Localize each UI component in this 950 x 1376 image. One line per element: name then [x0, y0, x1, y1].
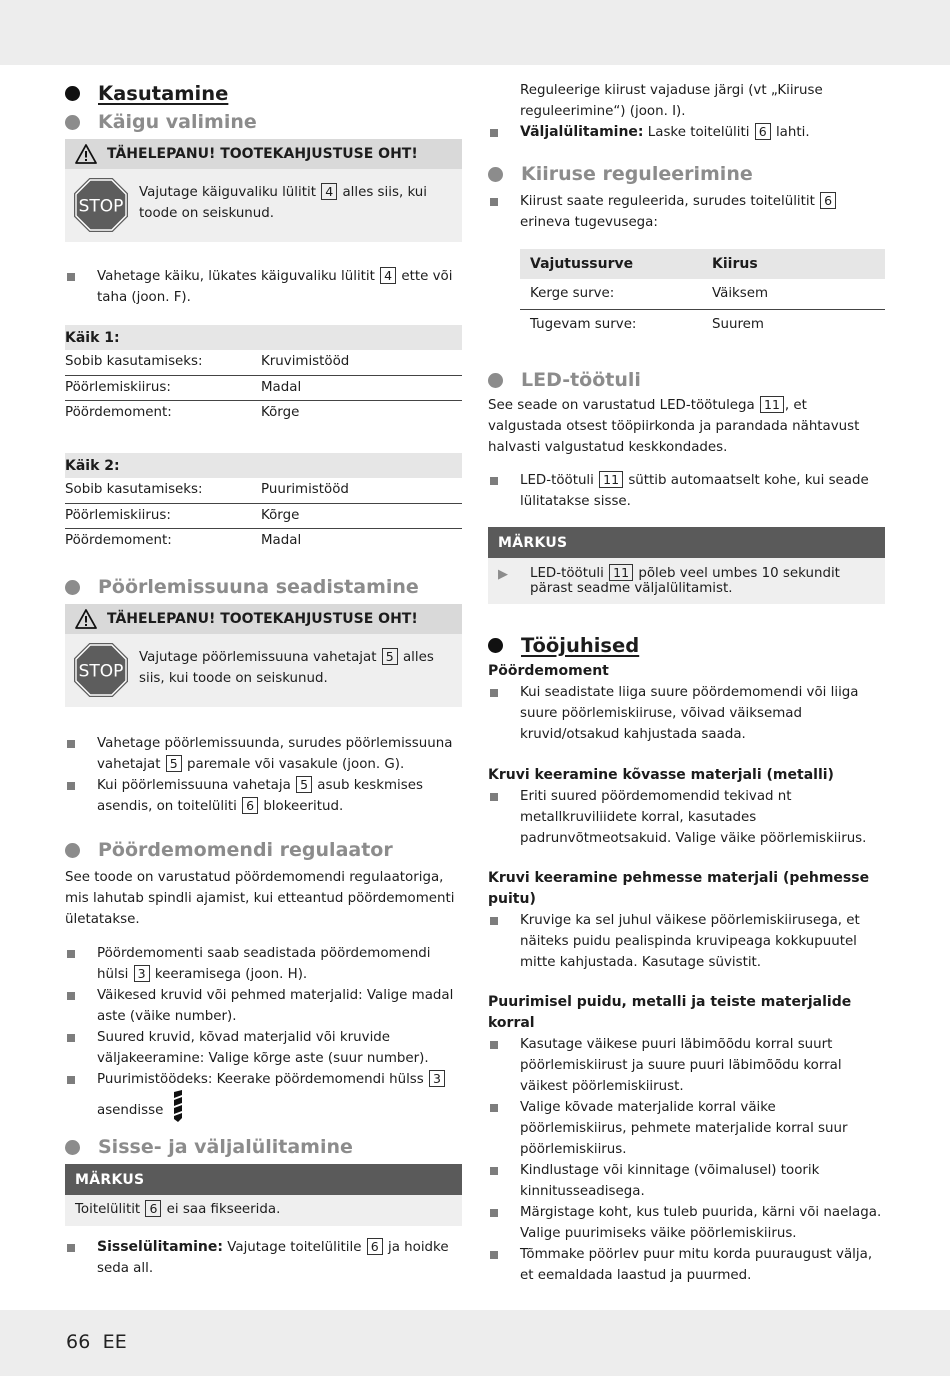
square-bullet-icon: [488, 1034, 520, 1097]
list-item: LED-töötuli 11 süttib automaatselt kohe, kui seade lülitatakse sisse.: [488, 470, 885, 512]
bullet-dot-icon: [488, 167, 503, 182]
speed-table: [520, 249, 885, 339]
table-row: Sobib kasutamiseks: Puurimistööd: [65, 478, 462, 503]
square-bullet-icon: [488, 191, 520, 233]
bullet-dot-icon: [65, 115, 80, 130]
warning-header: TÄHELEPANU! TOOTEKAHJUSTUSE OHT!: [65, 604, 462, 634]
subheading: Kruvi keeramine kõvasse materjali (metalli): [488, 767, 834, 783]
arrow-right-icon: ▶: [498, 567, 508, 582]
led-paragraph: See seade on varustatud LED-töötulega 11 , et valgustada otsest tööpiirkonda ja parandada nähtavust halvasti valgustatud keskkondades.: [488, 397, 860, 455]
bullet-dot-icon: [488, 638, 503, 653]
section-heading-gear: Käigu valimine: [65, 111, 462, 133]
note-header: MÄRKUS: [65, 1164, 462, 1195]
note-box: [488, 527, 885, 604]
svg-text:STOP: STOP: [78, 661, 124, 682]
subheading: Puurimisel puidu, metalli ja teiste materjalide korral: [488, 994, 852, 1031]
bullet-dot-icon: [65, 580, 80, 595]
list-item: Kasutage väikese puuri läbimõõdu korral suurt pöörlemiskiirust ja suure puuri läbimõõdu korral väikest pöörlemiskiirust.: [488, 1034, 885, 1097]
ref-box: 6: [755, 123, 771, 140]
ref-box: 6: [145, 1200, 161, 1217]
square-bullet-icon: [488, 1160, 520, 1202]
warning-triangle-icon: [75, 609, 97, 629]
bullet-list: [488, 1034, 885, 1286]
gear1-title: Käik 1:: [65, 325, 462, 350]
bullet-list: [488, 910, 885, 973]
bullet-dot-icon: [65, 843, 80, 858]
section-heading-torque: Pöördemomendi regulaator: [65, 839, 462, 861]
subheading: Kruvi keeramine pehmesse materjali (pehmesse puitu): [488, 870, 870, 907]
square-bullet-icon: [65, 1237, 97, 1279]
list-item: Tõmmake pöörlev puur mitu korda puuraugust välja, et eemaldada laastud ja puurmed.: [488, 1244, 885, 1286]
bullet-list: [65, 943, 462, 1122]
list-item: Vahetage käiku, lükates käiguvaliku lülitit 4 ette või taha (joon. F).: [65, 266, 462, 308]
ref-box: 4: [380, 267, 396, 284]
list-item: Valige kõvade materjalide korral väike pöörlemiskiirus, pehmete materjalide korral suur pöörlemiskiirus.: [488, 1097, 885, 1160]
square-bullet-icon: [65, 1027, 97, 1069]
square-bullet-icon: [488, 786, 520, 849]
ref-box: 11: [599, 471, 623, 488]
ref-box: 4: [321, 183, 337, 200]
note-header: MÄRKUS: [488, 527, 885, 558]
list-item: Sisselülitamine: Vajutage toitelülitile 6 ja hoidke seda all.: [65, 1237, 462, 1279]
square-bullet-icon: [65, 733, 97, 775]
section-heading-kasutamine: Kasutamine: [65, 82, 462, 105]
list-item: Väljalülitamine: Laske toitelüliti 6 lahti.: [488, 122, 885, 143]
section-heading-led: LED-töötuli: [488, 369, 885, 391]
table-row: Pöördemoment: Kõrge: [65, 404, 300, 420]
note-box: [65, 1164, 462, 1226]
bullet-list: [65, 1237, 462, 1279]
list-item: Märgistage koht, kus tuleb puurida, kärni või naelaga. Valige puurimiseks väike pöörlemiskiirus.: [488, 1202, 885, 1244]
warning-text: Vajutage pöörlemissuuna vahetajat 5 alles siis, kui toode on seiskunud.: [139, 649, 434, 686]
note-body: Toitelülitit 6 ei saa fikseerida.: [65, 1195, 462, 1226]
bullet-list: [488, 470, 885, 512]
section-heading-speed: Kiiruse reguleerimine: [488, 163, 885, 185]
square-bullet-icon: [488, 682, 520, 745]
warning-header: TÄHELEPANU! TOOTEKAHJUSTUSE OHT!: [65, 139, 462, 169]
square-bullet-icon: [65, 775, 97, 817]
square-bullet-icon: [488, 910, 520, 973]
list-item: Kui seadistate liiga suure pöördemomendi või liiga suure pöörlemiskiiruse, võivad väiksemad kruvid/otsakud kahjustada saada.: [488, 682, 885, 745]
ref-box: 3: [429, 1070, 445, 1087]
table-row: Pöörlemiskiirus: Madal: [65, 375, 462, 400]
warning-body: [65, 169, 462, 242]
gear2-table: [65, 453, 462, 553]
ref-box: 11: [609, 564, 633, 581]
square-bullet-icon: [65, 1069, 97, 1122]
page-number: 66: [66, 1331, 91, 1353]
page-footer: [66, 1331, 139, 1353]
top-band: [0, 0, 950, 65]
bullet-list: [488, 682, 885, 745]
table-row: Sobib kasutamiseks: Kruvimistööd: [65, 350, 462, 375]
warning-text: Vajutage käiguvaliku lülitit 4 alles siis, kui toode on seiskunud.: [139, 184, 428, 221]
ref-box: 5: [296, 776, 312, 793]
gear2-title: Käik 2:: [65, 453, 462, 478]
continued-paragraph: Reguleerige kiirust vajaduse järgi (vt „Kiiruse reguleerimine“) (joon. I).: [520, 83, 823, 119]
language-code: EE: [102, 1331, 127, 1353]
list-item: Vahetage pöörlemissuunda, surudes pöörlemissuuna vahetajat 5 paremale või vasakule (joon. G).: [65, 733, 462, 775]
square-bullet-icon: [65, 985, 97, 1027]
warning-box: [65, 604, 462, 707]
subheading: Pöördemoment: [488, 663, 609, 679]
warning-triangle-icon: [75, 144, 97, 164]
speed-table-wrap: [488, 249, 885, 339]
square-bullet-icon: [488, 1244, 520, 1286]
bullet-dot-icon: [488, 373, 503, 388]
ref-box: 5: [166, 755, 182, 772]
warning-body: [65, 634, 462, 707]
square-bullet-icon: [65, 266, 97, 308]
ref-box: 5: [382, 648, 398, 665]
drill-bit-icon: [171, 1090, 185, 1122]
bullet-list: [65, 733, 462, 817]
bullet-list: [65, 266, 462, 308]
bottom-band: [0, 1310, 950, 1376]
stop-sign-icon: [73, 177, 129, 233]
bullet-dot-icon: [65, 1140, 80, 1155]
square-bullet-icon: [488, 1202, 520, 1244]
list-item: Kindlustage või kinnitage (võimalusel) toorik kinnitusseadisega.: [488, 1160, 885, 1202]
left-column: [65, 78, 462, 1279]
list-item: Väikesed kruvid või pehmed materjalid: Valige madal aste (väike number).: [65, 985, 462, 1027]
torque-paragraph: See toode on varustatud pöördemomendi regulaatoriga, mis lahutab spindli ajamist, kui etteantud pöördemomenti ületatakse.: [65, 870, 455, 927]
bullet-list: [488, 191, 885, 233]
section-heading-direction: Pöörlemissuuna seadistamine: [65, 576, 462, 598]
gear1-table: [65, 325, 462, 425]
ref-box: 6: [820, 192, 836, 209]
note-body: ▶ LED-töötuli 11 põleb veel umbes 10 sekundit pärast seadme väljalülitamist.: [488, 558, 885, 604]
ref-box: 3: [134, 965, 150, 982]
section-heading-switch: Sisse- ja väljalülitamine: [65, 1136, 462, 1158]
bullet-list: [488, 786, 885, 849]
list-item: Suured kruvid, kõvad materjalid või kruvide väljakeeramine: Valige kõrge aste (suur number).: [65, 1027, 462, 1069]
table-row: Tugevam surve: Suurem: [530, 316, 764, 332]
right-column: [488, 80, 885, 1286]
table-row: Pöörlemiskiirus: Kõrge: [65, 503, 462, 528]
svg-text:STOP: STOP: [78, 196, 124, 217]
list-item: Kiirust saate reguleerida, surudes toitelülitit 6 erineva tugevusega:: [488, 191, 885, 233]
square-bullet-icon: [488, 1097, 520, 1160]
table-header-row: Vajutussurve Kiirus: [520, 249, 885, 279]
warning-box: [65, 139, 462, 242]
table-row: Pöördemoment: Madal: [65, 532, 302, 548]
bullet-dot-icon: [65, 86, 80, 101]
ref-box: 6: [367, 1238, 383, 1255]
list-item: Pöördemomenti saab seadistada pöördemomendi hülsi 3 keeramisega (joon. H).: [65, 943, 462, 985]
table-row: Kerge surve: Väiksem: [520, 279, 885, 309]
list-item: Kui pöörlemissuuna vahetaja 5 asub keskmises asendis, on toitelüliti 6 blokeeritud.: [65, 775, 462, 817]
ref-box: 11: [760, 396, 784, 413]
ref-box: 6: [242, 797, 258, 814]
stop-sign-icon: [73, 642, 129, 698]
square-bullet-icon: [488, 122, 520, 143]
square-bullet-icon: [488, 470, 520, 512]
list-item: Puurimistöödeks: Keerake pöördemomendi hülss 3 asendisse: [65, 1069, 462, 1122]
section-heading-instructions: Tööjuhised: [488, 634, 885, 657]
list-item: Kruvige ka sel juhul väikese pöörlemiskiirusega, et näiteks puidu pealispinda kruvipeaga kokkupuutel mitte kahjustada. Kasutage süvistit.: [488, 910, 885, 973]
list-item: Eriti suured pöördemomendid tekivad nt metallkruviliidete korral, kasutades padrunvõtmeotsakuid. Valige väike pöörlemiskiirus.: [488, 786, 885, 849]
square-bullet-icon: [65, 943, 97, 985]
bullet-list: [488, 122, 885, 143]
